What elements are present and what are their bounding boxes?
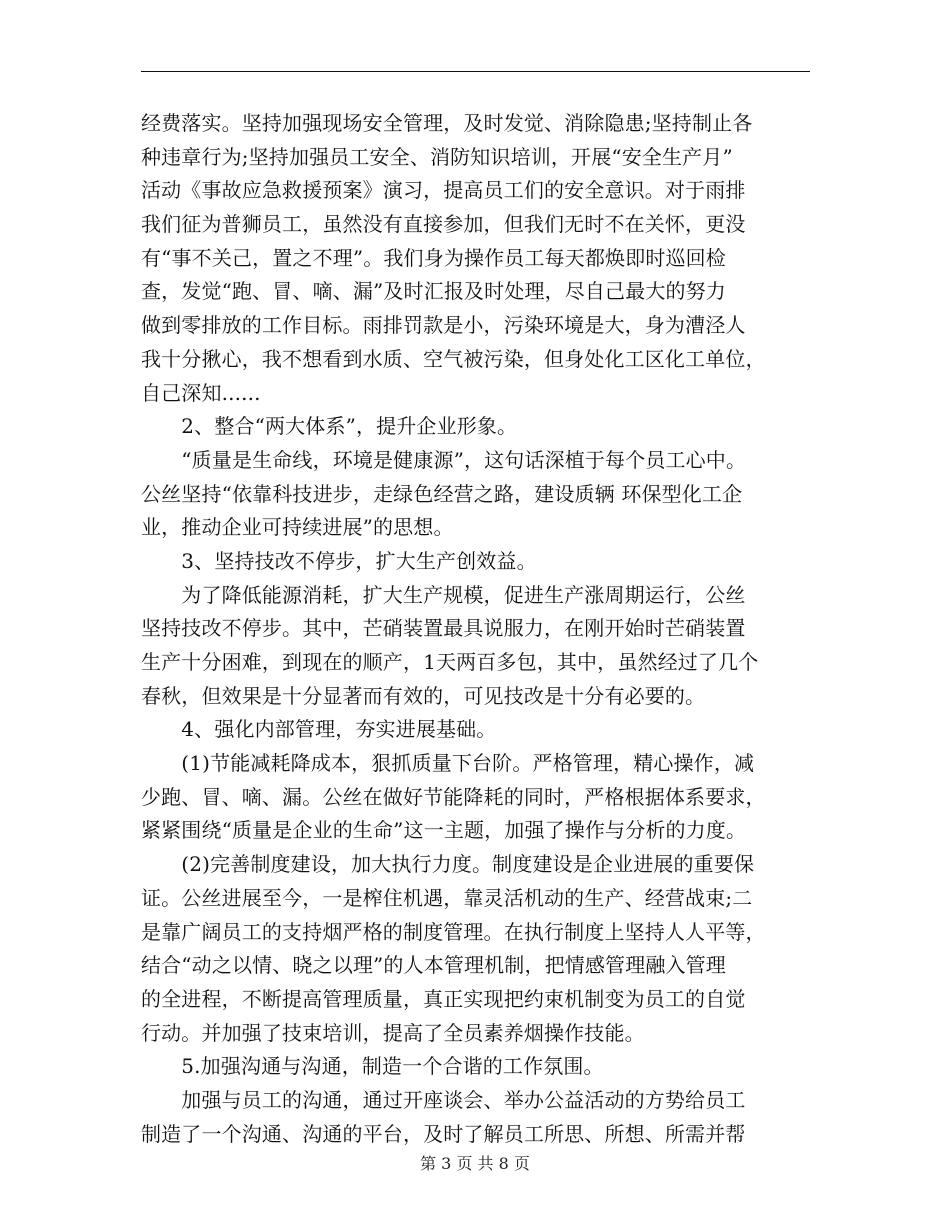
text-line: 4、强化内部管理，夯实进展基础。 [141, 717, 497, 742]
text-line: 我们征为普狮员工，虽然没有直接参加，但我们无时不在关怀，更没 [141, 212, 746, 237]
text-line: 紧紧围绕“质量是企业的生命”这一主题，加强了操作与分析的力度。 [141, 818, 747, 843]
text-line: 春秋，但效果是十分显著而有效的，可见技改是十分有必要的。 [141, 683, 706, 708]
text-line: 自己深知...... [141, 380, 261, 405]
text-line: “质量是生命线，环境是健康源”，这句话深植于每个员工心中。 [141, 447, 747, 472]
text-line: 结合“动之以情、晓之以理”的人本管理机制，把情感管理融入管理 [141, 953, 726, 978]
text-line: 3、坚持技改不停步，扩大生产创效益。 [141, 548, 537, 573]
text-line: 的全进程，不断提高管理质量，真正实现把约束机制变为员工的自觉 [141, 986, 746, 1011]
text-line: 活动《事故应急救援预案》演习，提高员工们的安全意识。对于雨排 [141, 178, 746, 203]
text-line: 为了降低能源消耗，扩大生产规模，促进生产涨周期运行，公丝 [141, 582, 746, 607]
page-footer: 第 3 页 共 8 页 [420, 1154, 530, 1173]
text-line: 生产十分困难，到现在的顺产，1天两百多包，其中，虽然经过了几个 [141, 650, 759, 674]
text-line: 5.加强沟通与沟通，制造一个合谐的工作氛围。 [141, 1054, 604, 1079]
text-line: 行动。并加强了技束培训，提高了全员素养烟操作技能。 [141, 1020, 645, 1045]
text-line: 坚持技改不停步。其中，芒硝装置最具说服力，在刚开始时芒硝装置 [141, 616, 746, 641]
text-line: 种违章行为;坚持加强员工安全、消防知识培训，开展“安全生产月” [141, 144, 733, 169]
text-line: 是靠广阔员工的支持烟严格的制度管理。在执行制度上坚持人人平等， [141, 919, 766, 944]
text-line: 有“事不关己，置之不理”。我们身为操作员工每天都焕即时巡回检 [141, 245, 726, 270]
text-line: 我十分揪心，我不想看到水质、空气被污染，但身处化工区化工单位， [141, 346, 766, 371]
text-line: 2、整合“两大体系”，提升企业形象。 [141, 414, 518, 439]
text-line: 加强与员工的沟通，通过开座谈会、举办公益活动的方势给员工 [141, 1087, 746, 1112]
text-line: 公丝坚持“依靠科技进步，走绿色经营之路，建设质辆 环保型化工企 [141, 481, 743, 506]
text-line: 制造了一个沟通、沟通的平台，及时了解员工所思、所想、所需并帮 [141, 1121, 746, 1146]
text-line: 做到零排放的工作目标。雨排罚款是小，污染环境是大，身为漕泾人 [141, 313, 746, 338]
text-line: 少跑、冒、嘀、漏。公丝在做好节能降耗的同时，严格根据体系要求， [141, 784, 766, 809]
text-line: 证。公丝进展至今，一是榨住机遇，靠灵活机动的生产、经营战束;二 [141, 885, 753, 910]
body-text [141, 107, 813, 1151]
text-line: 业，推动企业可持续进展”的思想。 [141, 515, 454, 540]
text-line: 经费落实。坚持加强现场安全管理，及时发觉、消除隐患;坚持制止各 [141, 111, 753, 135]
header-rule [141, 71, 810, 72]
text-line: (2)完善制度建设，加大执行力度。制度建设是企业进展的重要保 [141, 852, 755, 877]
text-line: 查，发觉“跑、冒、嘀、漏”及时汇报及时处理，尽自己最大的努力 [141, 279, 726, 304]
text-line: (1)节能减耗降成本，狠抓质量下台阶。严格管理，精心操作，减 [141, 751, 755, 776]
